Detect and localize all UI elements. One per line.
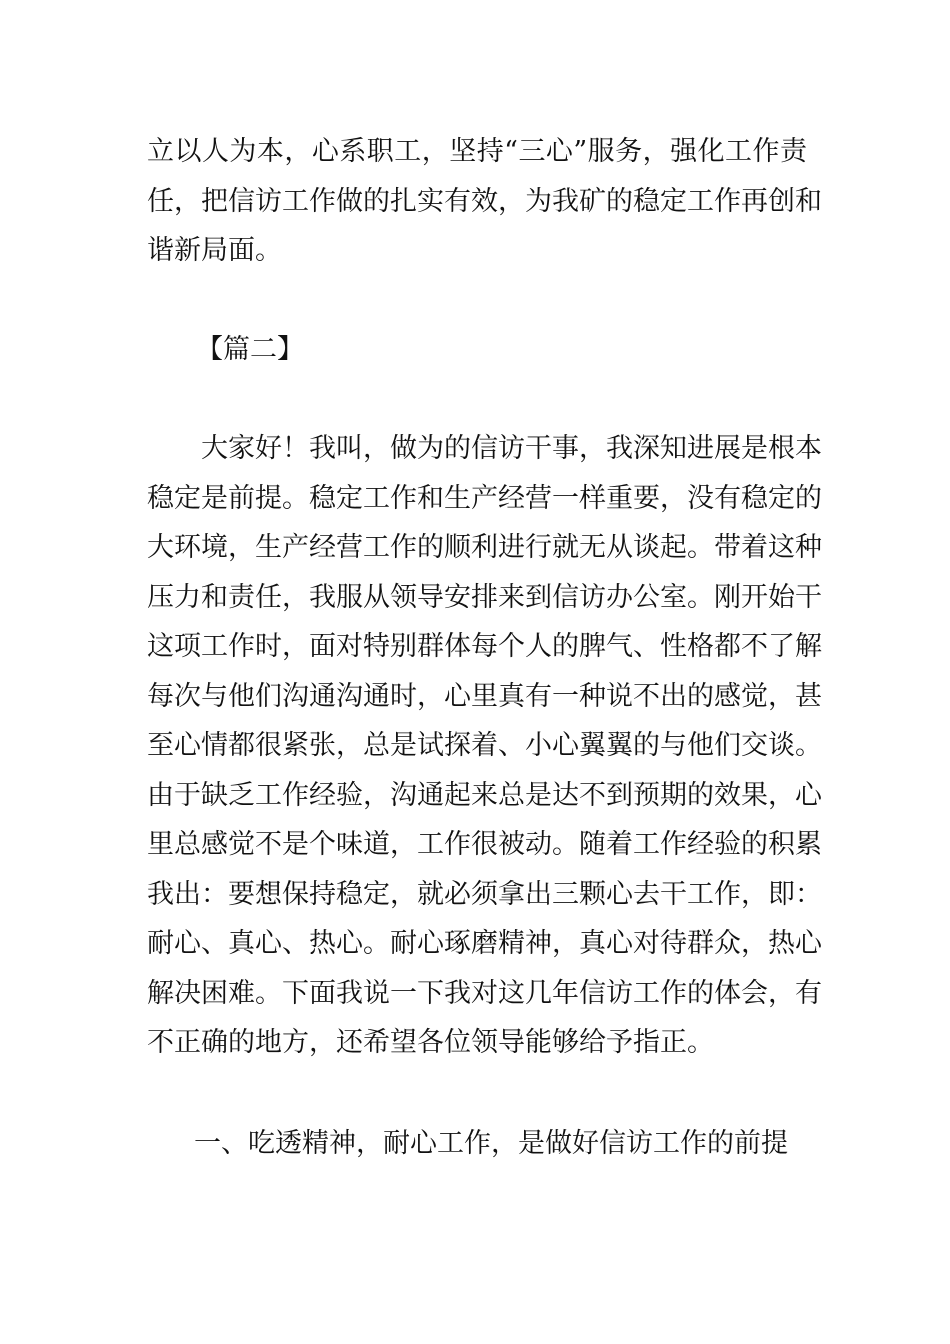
paragraph-line: 由于缺乏工作经验，沟通起来总是达不到预期的效果，心 (147, 779, 822, 811)
paragraph-line: 每次与他们沟通沟通时，心里真有一种说不出的感觉，甚 (147, 680, 822, 712)
paragraph-line: 稳定是前提。稳定工作和生产经营一样重要，没有稳定的 (147, 482, 822, 514)
paragraph-line: 谐新局面。 (147, 235, 282, 266)
paragraph-line: 大环境，生产经营工作的顺利进行就无从谈起。带着这种 (147, 532, 822, 563)
paragraph-line: 任，把信访工作做的扎实有效，为我矿的稳定工作再创和 (147, 185, 822, 217)
paragraph-2 (147, 424, 822, 1068)
paragraph-line: 压力和责任，我服从领导安排来到信访办公室。刚开始干 (147, 581, 822, 613)
paragraph-line: 至心情都很紧张，总是试探着、小心翼翼的与他们交谈。 (147, 730, 822, 761)
paragraph-1 (147, 127, 822, 276)
paragraph-line: 里总感觉不是个味道，工作很被动。随着工作经验的积累 (147, 829, 822, 860)
paragraph-line: 解决困难。下面我说一下我对这几年信访工作的体会，有 (147, 977, 822, 1009)
section-heading: 【篇二】 (196, 334, 304, 365)
paragraph-line: 这项工作时，面对特别群体每个人的脾气、性格都不了解 (147, 631, 822, 662)
paragraph-line: 立以人为本，心系职工，坚持“三心”服务，强化工作责 (147, 136, 807, 167)
paragraph-line: 耐心、真心、热心。耐心琢磨精神，真心对待群众，热心 (147, 928, 822, 959)
paragraph-line: 不正确的地方，还希望各位领导能够给予指正。 (147, 1027, 714, 1058)
paragraph-line: 我出：要想保持稳定，就必须拿出三颗心去干工作，即： (147, 878, 822, 910)
paragraph-line: 大家好！我叫，做为的信访干事，我深知进展是根本 (147, 433, 822, 464)
subheading-1: 一、吃透精神，耐心工作，是做好信访工作的前提 (194, 1128, 788, 1159)
